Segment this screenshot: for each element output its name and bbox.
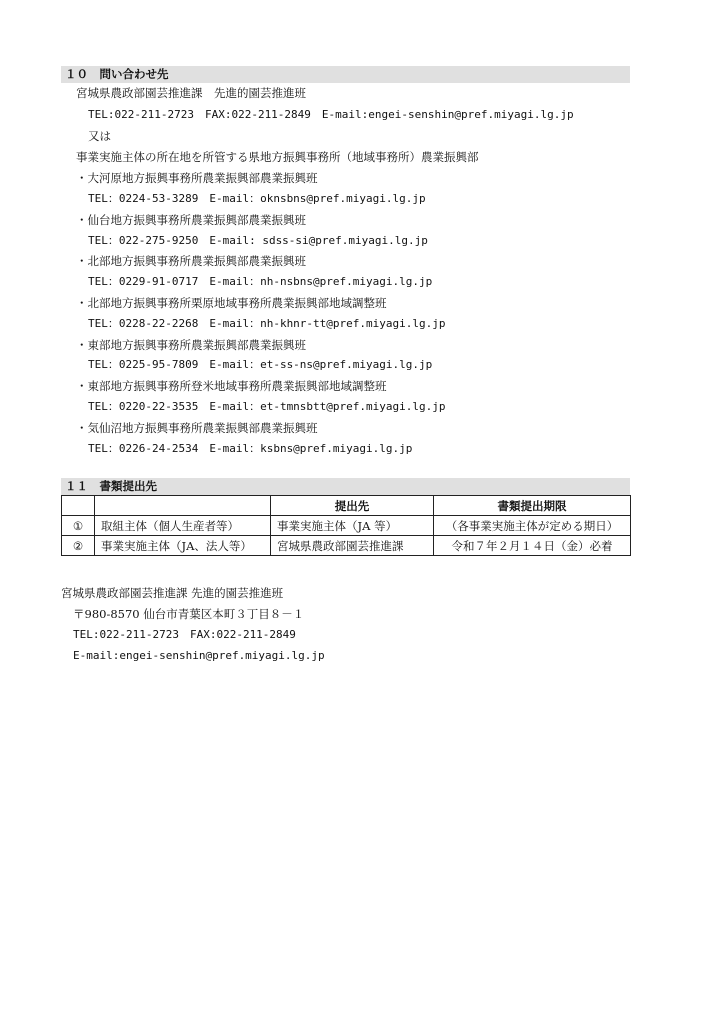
table-cell: 令和７年２月１４日（金）必着 [434, 536, 631, 556]
office-name: ・仙台地方振興事務所農業振興部農業振興班 [76, 213, 306, 227]
table-cell: ② [62, 536, 95, 556]
table-header-cell: 書類提出期限 [434, 496, 631, 516]
table-header-row [62, 496, 631, 516]
section-11-heading: １１ 書類提出先 [61, 478, 630, 495]
footer-email: E-mail:engei-senshin@pref.miyagi.lg.jp [73, 649, 325, 662]
submission-table [61, 495, 631, 556]
office-name: ・東部地方振興事務所農業振興部農業振興班 [76, 338, 306, 352]
office-contact: TEL：0226-24-2534 E-mail：ksbns@pref.miyagi.lg.jp [88, 442, 413, 455]
table-cell: （各事業実施主体が定める期日） [434, 516, 631, 536]
office-contact: TEL：022-275-9250 E-mail: sdss-si@pref.miyagi.lg.jp [88, 234, 428, 247]
table-row [62, 516, 631, 536]
office-name: ・北部地方振興事務所農業振興部農業振興班 [76, 254, 306, 268]
office-contact: TEL：0224-53-3289 E-mail：oknsbns@pref.miyagi.lg.jp [88, 192, 426, 205]
table-cell: 事業実施主体（JA、法人等） [95, 536, 271, 556]
office-contact: TEL：0220-22-3535 E-mail：et-tmnsbtt@pref.miyagi.lg.jp [88, 400, 446, 413]
section-10-dept: 宮城県農政部園芸推進課 先進的園芸推進班 [76, 86, 306, 100]
footer-address: 〒980-8570 仙台市青葉区本町３丁目８－１ [73, 607, 305, 621]
section-10-or: 又は [88, 129, 111, 143]
footer-tel: TEL:022-211-2723 FAX:022-211-2849 [73, 628, 296, 641]
office-contact: TEL：0225-95-7809 E-mail：et-ss-ns@pref.miyagi.lg.jp [88, 358, 433, 371]
office-name: ・東部地方振興事務所登米地域事務所農業振興部地域調整班 [76, 379, 387, 393]
table-cell: ① [62, 516, 95, 536]
footer-dept: 宮城県農政部園芸推進課 先進的園芸推進班 [61, 586, 284, 600]
office-name: ・北部地方振興事務所栗原地域事務所農業振興部地域調整班 [76, 296, 387, 310]
table-cell: 取組主体（個人生産者等） [95, 516, 271, 536]
office-contact: TEL：0229-91-0717 E-mail：nh-nsbns@pref.miyagi.lg.jp [88, 275, 433, 288]
table-row [62, 536, 631, 556]
section-10-intro: 事業実施主体の所在地を所管する県地方振興事務所（地域事務所）農業振興部 [76, 150, 479, 164]
table-header-cell: 提出先 [271, 496, 434, 516]
table-header-cell [95, 496, 271, 516]
section-10-heading: １０ 問い合わせ先 [61, 66, 630, 83]
office-name: ・大河原地方振興事務所農業振興部農業振興班 [76, 171, 318, 185]
office-name: ・気仙沼地方振興事務所農業振興部農業振興班 [76, 421, 318, 435]
table-cell: 宮城県農政部園芸推進課 [271, 536, 434, 556]
section-10-contact: TEL:022-211-2723 FAX:022-211-2849 E-mail:engei-senshin@pref.miyagi.lg.jp [88, 108, 574, 121]
table-cell: 事業実施主体（JA 等） [271, 516, 434, 536]
office-contact: TEL：0228-22-2268 E-mail：nh-khnr-tt@pref.miyagi.lg.jp [88, 317, 446, 330]
table-header-cell [62, 496, 95, 516]
